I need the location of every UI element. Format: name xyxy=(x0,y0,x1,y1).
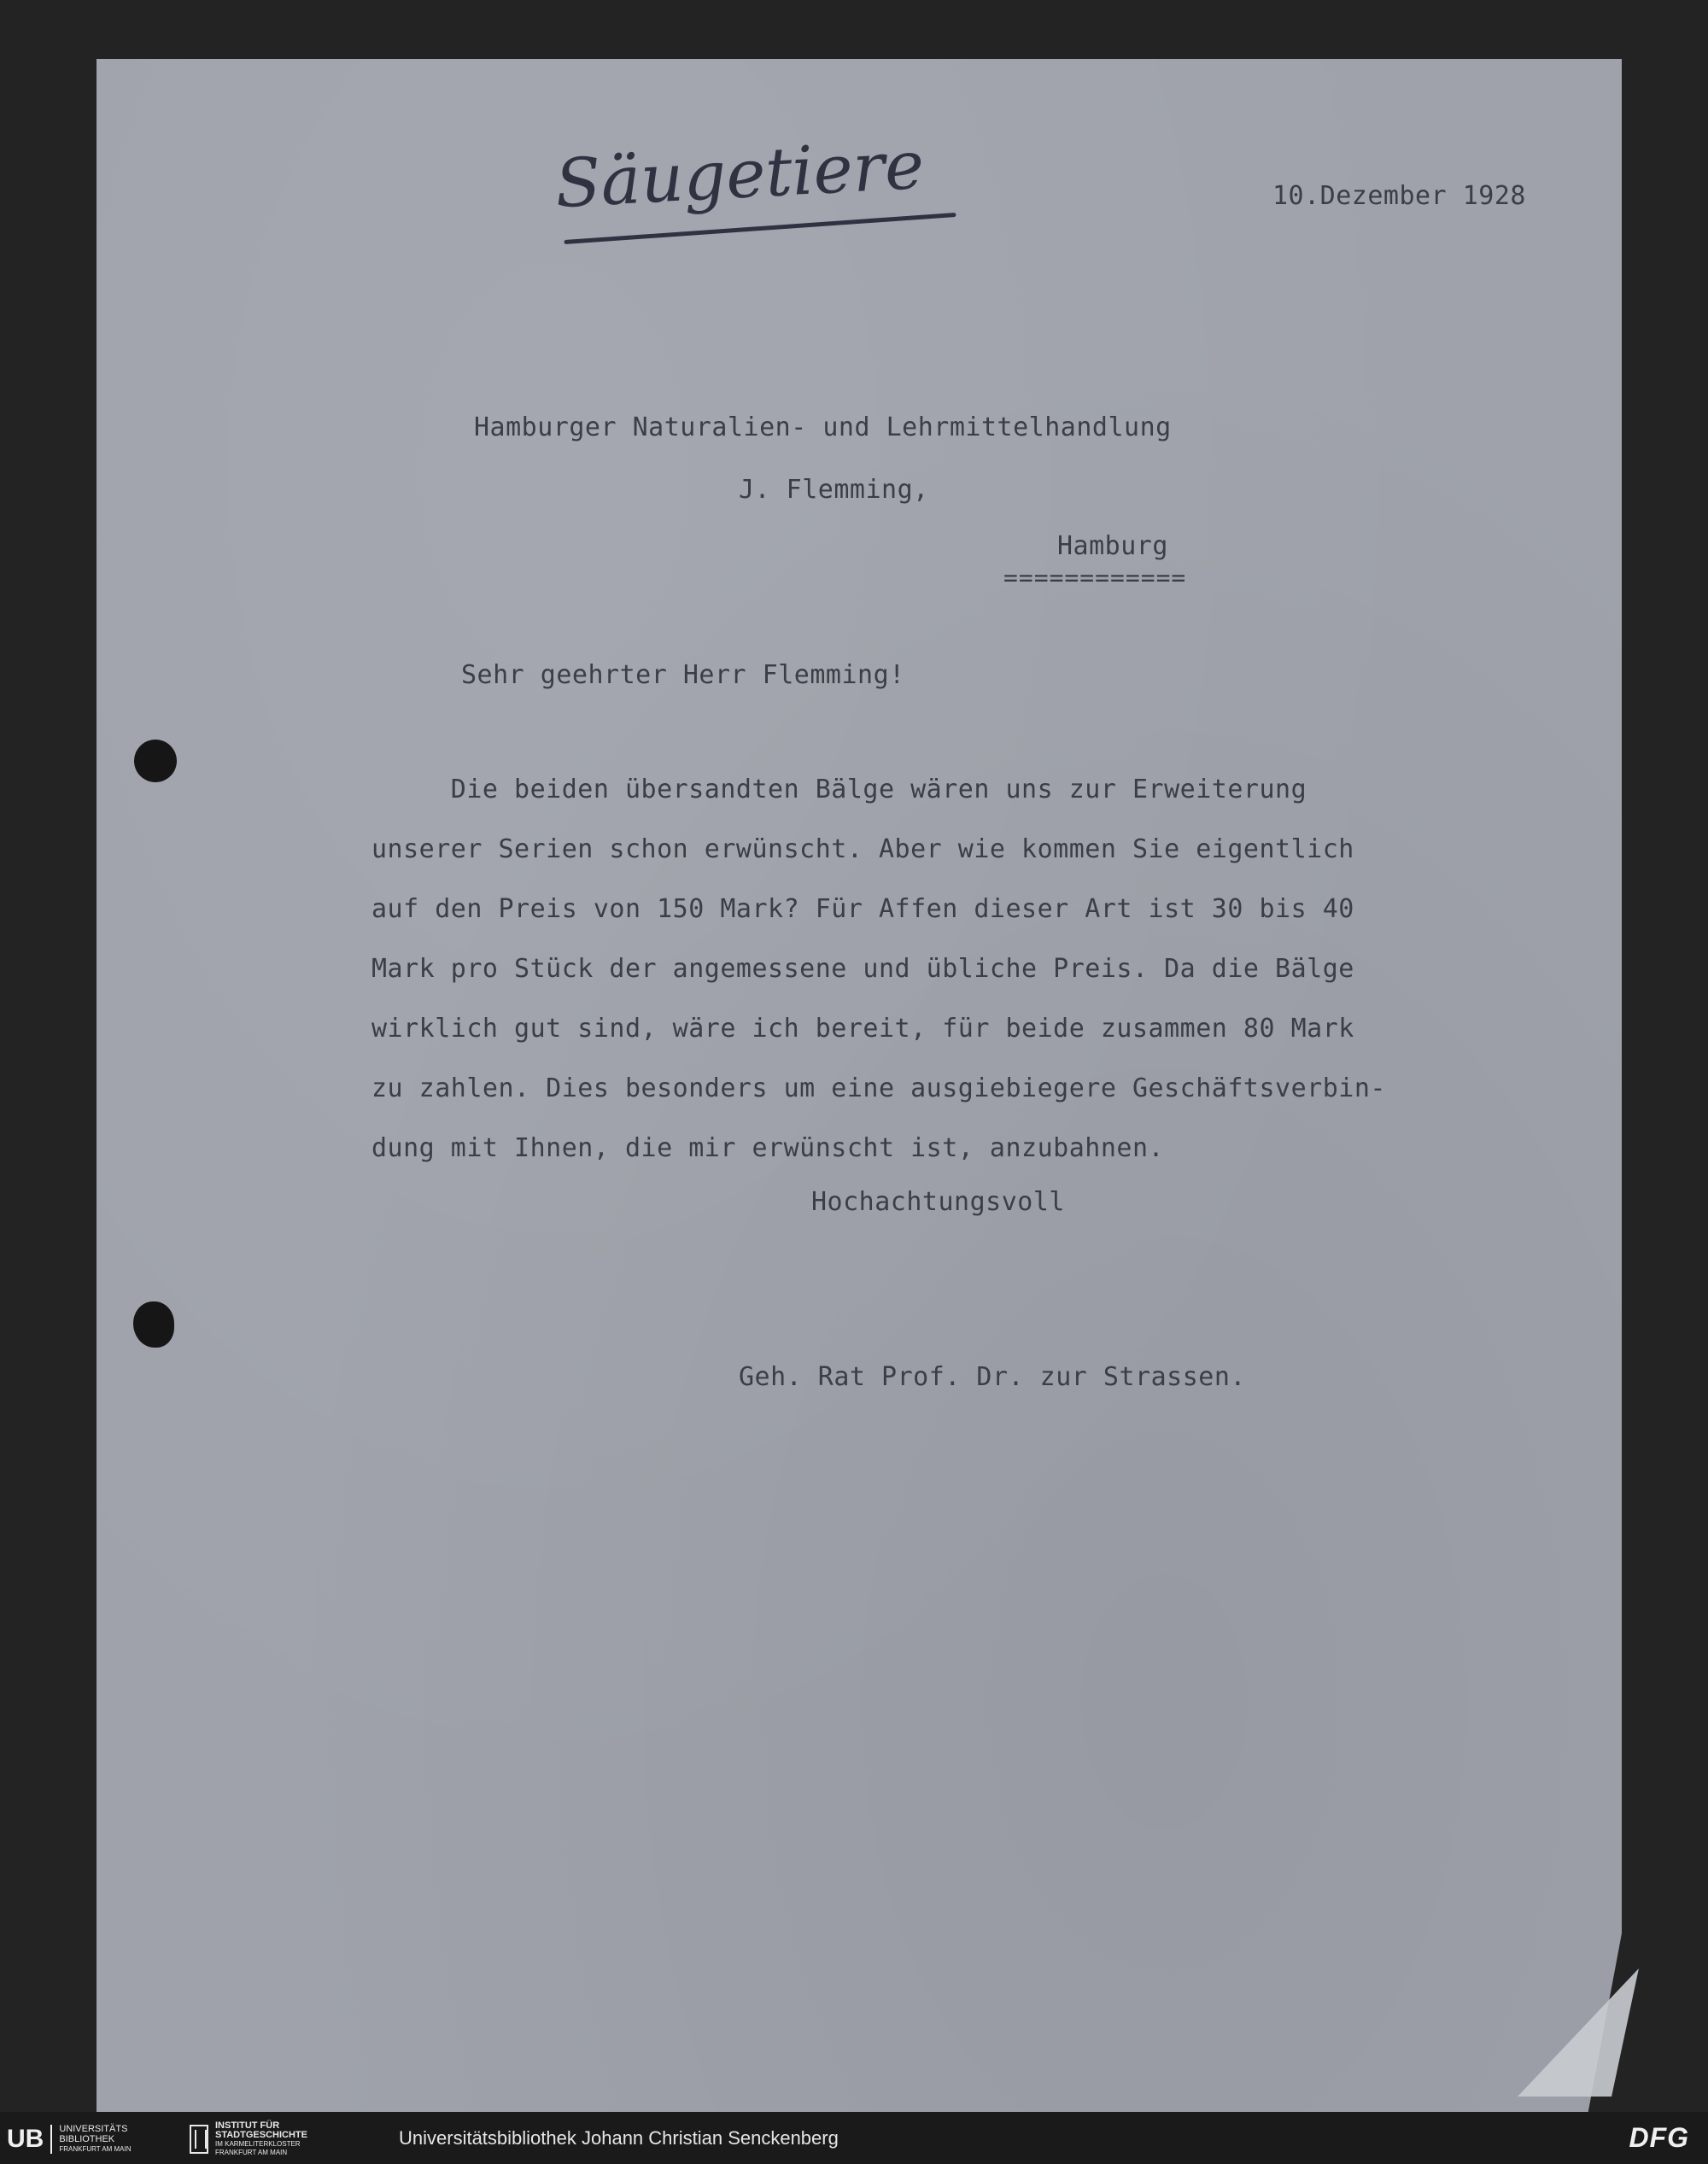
ub-name xyxy=(59,2124,131,2155)
recipient-company: Hamburger Naturalien- und Lehrmittelhandlung xyxy=(474,412,1172,442)
body-line: unserer Serien schon erwünscht. Aber wie kommen Sie eigentlich xyxy=(371,834,1354,864)
isg-line1: INSTITUT FÜR xyxy=(215,2120,280,2131)
handwritten-annotation xyxy=(538,128,965,256)
body-line: dung mit Ihnen, die mir erwünscht ist, anzubahnen. xyxy=(371,1133,1165,1163)
isg-line2: STADTGESCHICHTE xyxy=(215,2130,307,2140)
recipient-city: Hamburg xyxy=(1057,531,1168,561)
library-name: Universitätsbibliothek Johann Christian Senckenberg xyxy=(399,2127,839,2149)
isg-name xyxy=(215,2121,307,2157)
ub-logo xyxy=(7,2122,186,2156)
isg-logo xyxy=(190,2122,360,2156)
punch-hole-bottom xyxy=(133,1301,174,1348)
body-line: wirklich gut sind, wäre ich bereit, für beide zusammen 80 Mark xyxy=(371,1014,1354,1044)
ub-name-line3: FRANKFURT AM MAIN xyxy=(59,2145,132,2153)
ub-mark: UB xyxy=(7,2125,52,2154)
recipient-name: J. Flemming, xyxy=(739,475,929,505)
letter-date: 10.Dezember 1928 xyxy=(1272,181,1526,211)
recipient-city-underline: ============ xyxy=(1003,564,1187,592)
body-line: Mark pro Stück der angemessene und übliche Preis. Da die Bälge xyxy=(371,954,1354,984)
isg-line3: IM KARMELITERKLOSTER xyxy=(215,2140,301,2148)
isg-line4: FRANKFURT AM MAIN xyxy=(215,2149,288,2156)
ub-name-line1: UNIVERSITÄTS xyxy=(59,2124,128,2134)
body-line: zu zahlen. Dies besonders um eine ausgiebiegere Geschäftsverbin- xyxy=(371,1073,1386,1103)
ub-name-line2: BIBLIOTHEK xyxy=(59,2134,115,2144)
salutation: Sehr geehrter Herr Flemming! xyxy=(461,660,905,690)
signature: Geh. Rat Prof. Dr. zur Strassen. xyxy=(739,1362,1246,1392)
punch-hole-top xyxy=(134,740,177,782)
closing: Hochachtungsvoll xyxy=(811,1187,1065,1217)
building-icon xyxy=(190,2125,208,2154)
dfg-logo: DFG xyxy=(1629,2122,1689,2153)
footer-bar xyxy=(0,2112,1708,2164)
handwritten-note: Säugetiere xyxy=(553,126,927,224)
body-line: auf den Preis von 150 Mark? Für Affen dieser Art ist 30 bis 40 xyxy=(371,894,1354,924)
letter-body xyxy=(371,760,1386,1179)
body-line: Die beiden übersandten Bälge wären uns zur Erweiterung xyxy=(371,775,1307,804)
